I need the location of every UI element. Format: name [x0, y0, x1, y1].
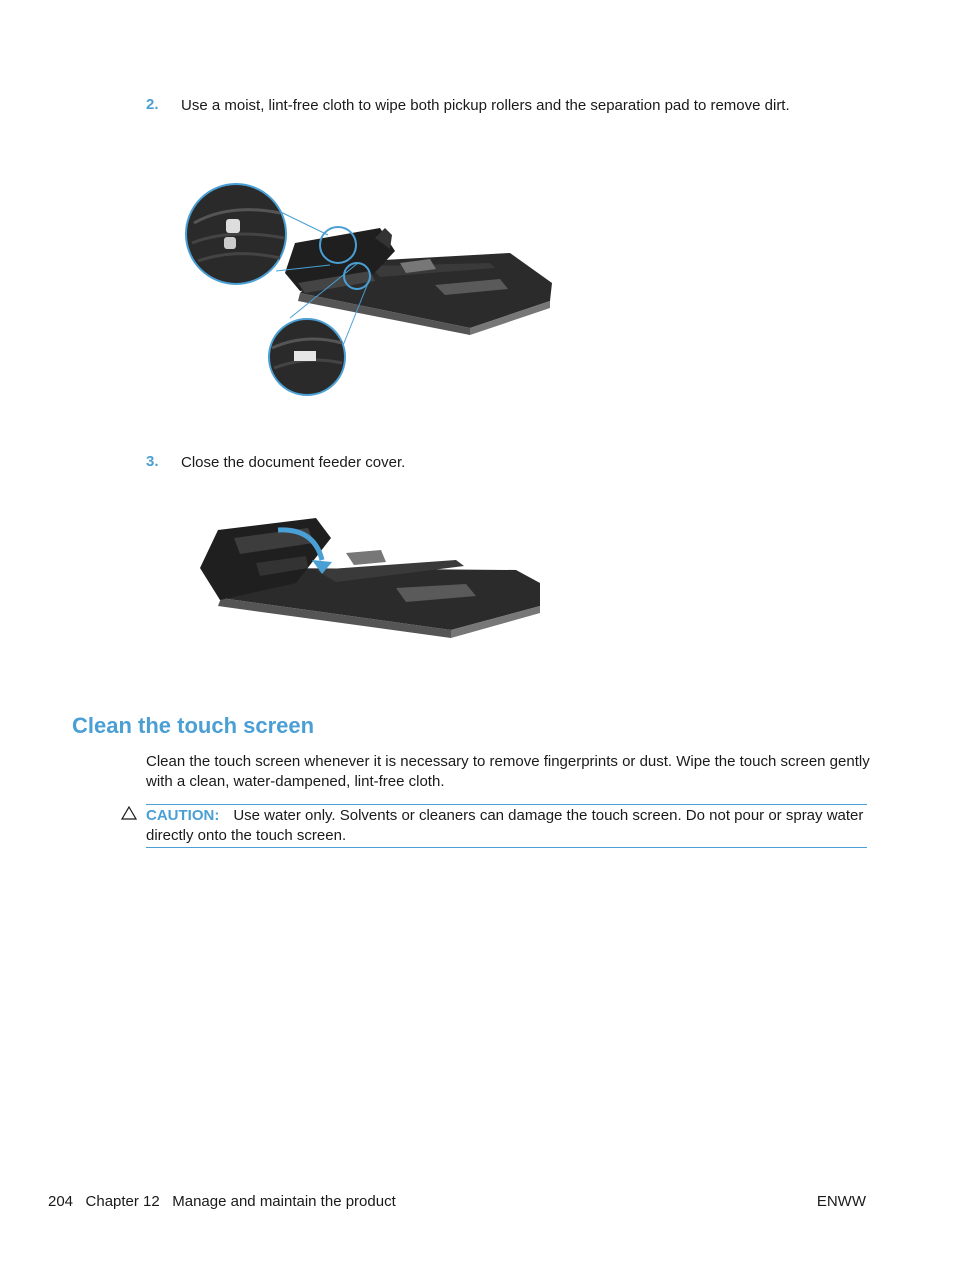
pickup-roller-illustration: [180, 183, 560, 399]
step-3-number: 3.: [146, 453, 159, 470]
section-body: Clean the touch screen whenever it is necessary to remove fingerprints or dust. Wipe the touch screen gently with a clean, water-dampened, lint-free cloth.: [146, 753, 870, 790]
close-feeder-cover-illustration: [196, 508, 542, 640]
caution-triangle-icon: [121, 806, 137, 820]
section-title: Clean the touch screen: [72, 713, 315, 738]
footer-right: ENWW: [816, 1193, 866, 1210]
step-2-number: 2.: [146, 96, 159, 113]
caution-note: [146, 804, 867, 848]
caution-label: CAUTION:: [146, 807, 220, 824]
step-3-text: Close the document feeder cover.: [181, 454, 406, 471]
footer-left: 204 Chapter 12 Manage and maintain the product: [48, 1193, 396, 1210]
step-2-text: Use a moist, lint-free cloth to wipe both pickup rollers and the separation pad to remove dirt.: [181, 97, 790, 114]
caution-text: Use water only. Solvents or cleaners can damage the touch screen. Do not pour or spray water directly onto the touch screen.: [146, 807, 864, 844]
